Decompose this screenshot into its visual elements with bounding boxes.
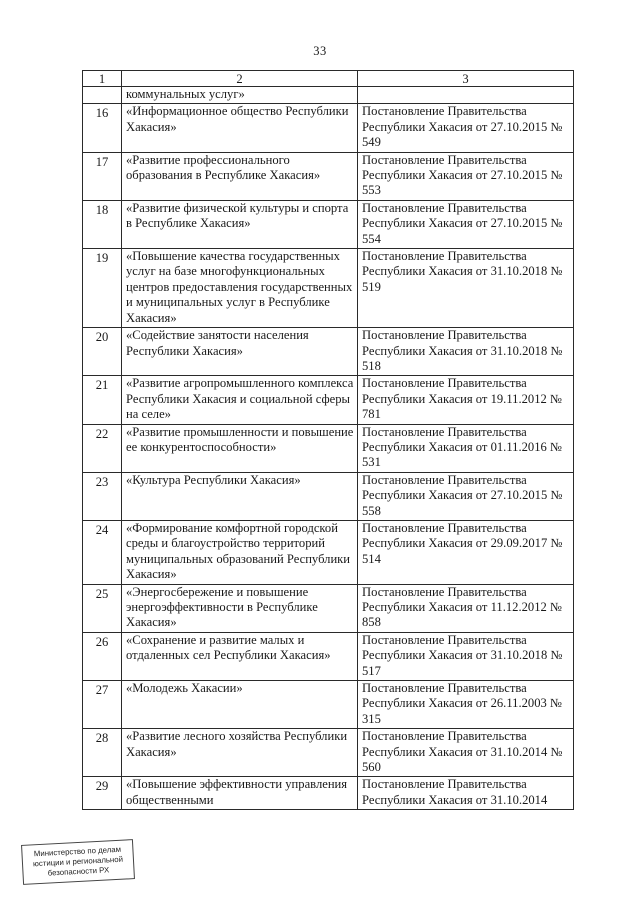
approving-document: Постановление Правительства Республики Хакасия от 27.10.2015 № 549: [358, 104, 574, 152]
approving-document: Постановление Правительства Республики Хакасия от 01.11.2016 № 531: [358, 424, 574, 472]
approving-document: Постановление Правительства Республики Хакасия от 27.10.2015 № 553: [358, 152, 574, 200]
program-name: «Культура Республики Хакасия»: [122, 472, 358, 520]
continuation-row: [83, 87, 574, 104]
approving-document: Постановление Правительства Республики Хакасия от 26.11.2003 № 315: [358, 681, 574, 729]
program-name: «Развитие лесного хозяйства Республики Хакасия»: [122, 729, 358, 777]
table-row: [83, 520, 574, 584]
page-number: 33: [313, 44, 327, 58]
approving-document: Постановление Правительства Республики Хакасия от 31.10.2018 № 518: [358, 328, 574, 376]
approving-document: Постановление Правительства Республики Хакасия от 27.10.2015 № 554: [358, 200, 574, 248]
column-header-number: 1: [83, 71, 122, 87]
approving-document: Постановление Правительства Республики Хакасия от 19.11.2012 № 781: [358, 376, 574, 424]
program-name: «Развитие физической культуры и спорта в Республике Хакасия»: [122, 200, 358, 248]
row-number: 18: [83, 200, 122, 248]
program-name: «Развитие промышленности и повышение ее конкурентоспособности»: [122, 424, 358, 472]
table-row: [83, 777, 574, 810]
table-row: [83, 729, 574, 777]
column-header-document: 3: [358, 71, 574, 87]
row-number: 21: [83, 376, 122, 424]
table-row: [83, 152, 574, 200]
row-number: 24: [83, 520, 122, 584]
program-name: «Молодежь Хакасии»: [122, 681, 358, 729]
program-name: «Повышение качества государственных услуг на базе многофункциональных центров предоставления государственных и муниципальных услуг в Республике Хакасия»: [122, 249, 358, 328]
row-number: 22: [83, 424, 122, 472]
program-name: «Развитие профессионального образования в Республике Хакасия»: [122, 152, 358, 200]
approving-document: Постановление Правительства Республики Хакасия от 31.10.2018 № 519: [358, 249, 574, 328]
table-row: [83, 376, 574, 424]
row-number: 25: [83, 584, 122, 632]
stamp-line: Министерство по делам: [33, 844, 122, 859]
program-name: «Информационное общество Республики Хакасия»: [122, 104, 358, 152]
table-row: [83, 249, 574, 328]
row-number: 16: [83, 104, 122, 152]
table-row: [83, 104, 574, 152]
cell-number: [83, 87, 122, 104]
stamp-line: юстиции и региональной: [32, 854, 124, 869]
table-row: [83, 328, 574, 376]
table-row: [83, 472, 574, 520]
approving-document: Постановление Правительства Республики Хакасия от 29.09.2017 № 514: [358, 520, 574, 584]
program-name: «Развитие агропромышленного комплекса Республики Хакасия и социальной сферы на селе»: [122, 376, 358, 424]
program-name: «Энергосбережение и повышение энергоэффективности в Республике Хакасия»: [122, 584, 358, 632]
program-name: «Формирование комфортной городской среды и благоустройство территорий муниципальных образований Республики Хакасия»: [122, 520, 358, 584]
table-row: [83, 681, 574, 729]
program-name: «Сохранение и развитие малых и отдаленных сел Республики Хакасия»: [122, 632, 358, 680]
stamp-line: безопасности РХ: [47, 865, 110, 878]
row-number: 23: [83, 472, 122, 520]
cell-document: [358, 87, 574, 104]
program-name: «Повышение эффективности управления общественными: [122, 777, 358, 810]
table-row: [83, 584, 574, 632]
ministry-stamp: [21, 839, 135, 885]
continuation-text: коммунальных услуг»: [122, 87, 358, 104]
approving-document: Постановление Правительства Республики Хакасия от 31.10.2014 № 560: [358, 729, 574, 777]
programs-table: [82, 70, 574, 810]
table-row: [83, 424, 574, 472]
approving-document: Постановление Правительства Республики Хакасия от 11.12.2012 № 858: [358, 584, 574, 632]
approving-document: Постановление Правительства Республики Хакасия от 27.10.2015 № 558: [358, 472, 574, 520]
row-number: 19: [83, 249, 122, 328]
row-number: 29: [83, 777, 122, 810]
row-number: 27: [83, 681, 122, 729]
row-number: 26: [83, 632, 122, 680]
table-header-row: [83, 71, 574, 87]
table-row: [83, 200, 574, 248]
table-row: [83, 632, 574, 680]
row-number: 28: [83, 729, 122, 777]
row-number: 20: [83, 328, 122, 376]
program-name: «Содействие занятости населения Республики Хакасия»: [122, 328, 358, 376]
row-number: 17: [83, 152, 122, 200]
approving-document: Постановление Правительства Республики Хакасия от 31.10.2014: [358, 777, 574, 810]
approving-document: Постановление Правительства Республики Хакасия от 31.10.2018 № 517: [358, 632, 574, 680]
column-header-program: 2: [122, 71, 358, 87]
